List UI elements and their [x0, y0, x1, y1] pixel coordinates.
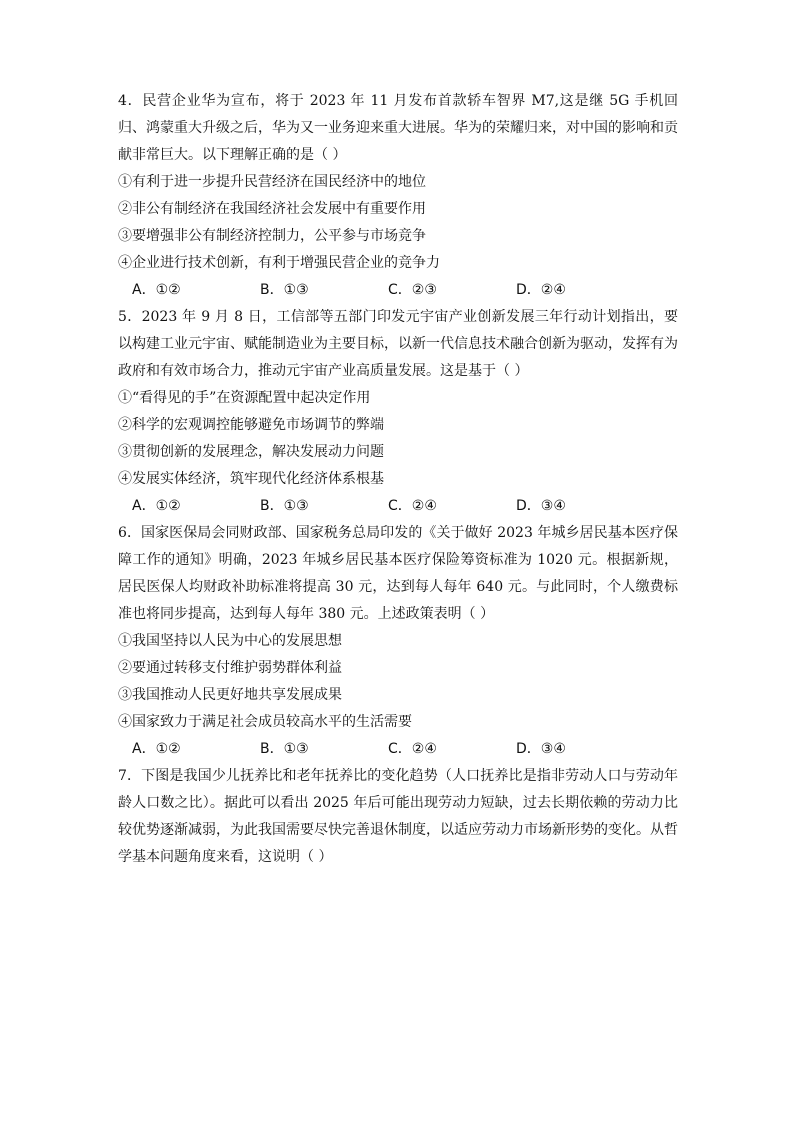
statement-2: ②要通过转移支付维护弱势群体利益	[118, 660, 342, 676]
question-6	[118, 520, 678, 763]
option-text: ③④	[540, 741, 566, 757]
option-a[interactable]	[132, 736, 260, 763]
option-a[interactable]	[132, 277, 260, 304]
option-text: ②③	[411, 282, 437, 298]
option-text: ②④	[540, 282, 566, 298]
question-stem: 7．下图是我国少儿抚养比和老年抚养比的变化趋势（人口抚养比是指非劳动人口与劳动年龄人口数之比）。据此可以看出 2025 年后可能出现劳动力短缺，过去长期依赖的劳动力比较优势逐渐减弱，为此我国需要尽快完善退休制度，以适应劳动力市场新形势的变化。从哲学基本问题角度来看，这说明（ ）	[118, 768, 678, 865]
option-letter: A．	[132, 282, 156, 298]
option-b[interactable]	[260, 277, 388, 304]
option-letter: C．	[388, 282, 412, 298]
option-letter: B．	[260, 741, 284, 757]
answer-options	[118, 277, 678, 304]
statement-1: ①“看得见的手”在资源配置中起决定作用	[118, 390, 371, 406]
statement-1: ①我国坚持以人民为中心的发展思想	[118, 633, 342, 649]
option-letter: A．	[132, 741, 156, 757]
question-4	[118, 88, 678, 304]
option-letter: D．	[516, 498, 541, 514]
option-d[interactable]	[516, 493, 644, 520]
question-list	[118, 88, 678, 871]
statement-4: ④企业进行技术创新，有利于增强民营企业的竞争力	[118, 255, 440, 271]
option-text: ①③	[283, 741, 309, 757]
option-text: ①③	[283, 498, 309, 514]
statement-4: ④国家致力于满足社会成员较高水平的生活需要	[118, 714, 412, 730]
statement-4: ④发展实体经济，筑牢现代化经济体系根基	[118, 471, 384, 487]
statement-3: ③贯彻创新的发展理念，解决发展动力问题	[118, 444, 384, 460]
option-d[interactable]	[516, 736, 644, 763]
option-text: ①②	[155, 282, 181, 298]
option-letter: D．	[516, 282, 541, 298]
option-d[interactable]	[516, 277, 644, 304]
statement-3: ③要增强非公有制经济控制力，公平参与市场竞争	[118, 228, 426, 244]
option-letter: D．	[516, 741, 541, 757]
option-text: ①③	[283, 282, 309, 298]
option-letter: A．	[132, 498, 156, 514]
option-c[interactable]	[388, 736, 516, 763]
statement-2: ②非公有制经济在我国经济社会发展中有重要作用	[118, 201, 426, 217]
question-stem: 6．国家医保局会同财政部、国家税务总局印发的《关于做好 2023 年城乡居民基本医疗保障工作的通知》明确，2023 年城乡居民基本医疗保险筹资标准为 1020 元。根据新规，居民医保人均财政补助标准将提高 30 元，达到每人每年 640 元。与此同时，个人缴费标准也将同步提高，达到每人每年 380 元。上述政策表明（ ）	[118, 525, 678, 622]
option-c[interactable]	[388, 493, 516, 520]
statement-1: ①有利于进一步提升民营经济在国民经济中的地位	[118, 174, 426, 190]
option-c[interactable]	[388, 277, 516, 304]
answer-options	[118, 493, 678, 520]
option-text: ①②	[155, 741, 181, 757]
option-letter: B．	[260, 498, 284, 514]
option-text: ①②	[155, 498, 181, 514]
option-a[interactable]	[132, 493, 260, 520]
option-text: ②④	[411, 741, 437, 757]
answer-options	[118, 736, 678, 763]
statement-3: ③我国推动人民更好地共享发展成果	[118, 687, 342, 703]
option-letter: C．	[388, 741, 412, 757]
question-5	[118, 304, 678, 520]
option-letter: B．	[260, 282, 284, 298]
question-stem: 4．民营企业华为宣布，将于 2023 年 11 月发布首款轿车智界 M7,这是继 5G 手机回归、鸿蒙重大升级之后，华为又一业务迎来重大进展。华为的荣耀归来，对中国的影响和贡献非常巨大。以下理解正确的是（ ）	[118, 93, 678, 163]
option-letter: C．	[388, 498, 412, 514]
question-7	[118, 763, 678, 871]
option-b[interactable]	[260, 493, 388, 520]
question-stem: 5．2023 年 9 月 8 日，工信部等五部门印发元宇宙产业创新发展三年行动计划指出，要以构建工业元宇宙、赋能制造业为主要目标，以新一代信息技术融合创新为驱动，发挥有为政府和有效市场合力，推动元宇宙产业高质量发展。这是基于（ ）	[118, 309, 678, 379]
option-text: ②④	[411, 498, 437, 514]
option-text: ③④	[540, 498, 566, 514]
option-b[interactable]	[260, 736, 388, 763]
statement-2: ②科学的宏观调控能够避免市场调节的弊端	[118, 417, 384, 433]
